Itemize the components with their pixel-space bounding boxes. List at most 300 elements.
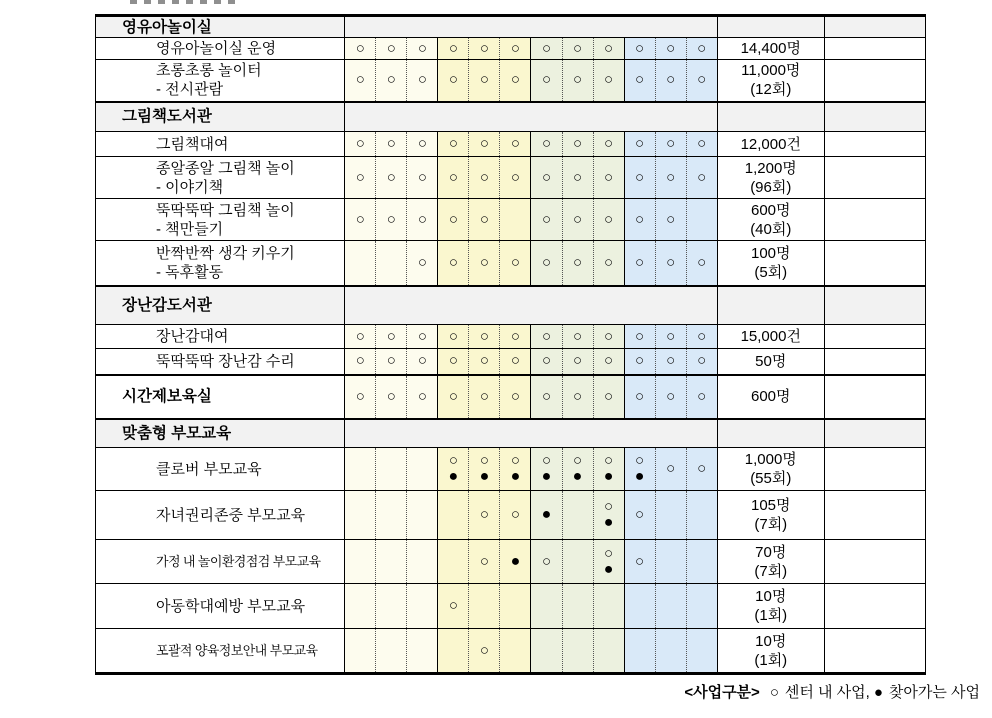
center-program-mark: ○ (635, 387, 645, 405)
center-program-mark: ○ (510, 135, 520, 152)
center-program-mark: ○ (604, 498, 614, 515)
notes-cell (824, 132, 925, 157)
center-program-mark: ○ (635, 168, 645, 186)
center-program-mark: ○ (697, 135, 707, 152)
center-program-mark: ○ (355, 387, 365, 405)
program-label-line: 영유아놀이실 (122, 18, 212, 36)
month-cell (376, 629, 407, 674)
month-cell (686, 199, 717, 241)
program-label (96, 241, 345, 286)
month-cell (469, 540, 500, 584)
program-label (96, 157, 345, 199)
target-total (717, 584, 824, 629)
table-row (96, 540, 926, 584)
notes-cell (824, 629, 925, 674)
month-cell (531, 325, 562, 349)
month-cell (655, 375, 686, 419)
month-cell (500, 60, 531, 102)
month-cell (655, 629, 686, 674)
month-cell (655, 325, 686, 349)
month-cell (438, 375, 469, 419)
center-program-mark: ○ (697, 327, 707, 345)
month-cell (655, 60, 686, 102)
program-label (96, 325, 345, 349)
center-program-mark: ○ (604, 39, 614, 57)
center-program-mark: ○ (510, 168, 520, 186)
month-cell (345, 241, 376, 286)
center-program-mark: ○ (635, 210, 645, 228)
month-cell (469, 60, 500, 102)
center-program-mark: ○ (479, 387, 489, 405)
center-program-mark: ○ (572, 327, 583, 345)
program-label (96, 199, 345, 241)
month-cell (562, 157, 593, 199)
month-cell (624, 584, 655, 629)
month-cell (593, 375, 624, 419)
center-program-mark: ○ (541, 387, 552, 405)
center-program-mark: ○ (479, 210, 489, 228)
table-row (96, 349, 926, 375)
month-cell (345, 325, 376, 349)
month-cell (593, 349, 624, 375)
month-cell (345, 38, 376, 60)
month-cell (376, 491, 407, 540)
month-cell (407, 38, 438, 60)
target-total-line: (40회) (750, 220, 792, 238)
section-header-row (96, 286, 926, 325)
month-cell (469, 132, 500, 157)
center-program-mark: ○ (604, 452, 614, 469)
center-program-mark: ○ (635, 135, 645, 152)
center-program-mark: ○ (572, 452, 583, 469)
program-label-line: 초롱초롱 놀이터 (156, 62, 262, 80)
program-label-line: 장난감도서관 (122, 296, 212, 314)
month-cell (407, 349, 438, 375)
outreach-program-mark: ● (541, 506, 552, 523)
month-cell (562, 629, 593, 674)
month-cell (562, 325, 593, 349)
month-cell (438, 349, 469, 375)
month-cell (469, 491, 500, 540)
center-program-mark: ○ (572, 39, 583, 57)
program-label (96, 540, 345, 584)
table-row (96, 491, 926, 540)
month-cell (655, 491, 686, 540)
month-cell (562, 491, 593, 540)
month-cell (531, 199, 562, 241)
center-program-mark: ○ (604, 71, 614, 89)
table-row (96, 241, 926, 286)
center-program-mark: ○ (604, 544, 614, 562)
section-header-row (96, 16, 926, 38)
center-program-mark: ○ (604, 327, 614, 345)
center-program-mark: ○ (604, 210, 614, 228)
month-cell (407, 584, 438, 629)
month-cell (686, 60, 717, 102)
program-label (96, 16, 345, 38)
program-label (96, 419, 345, 448)
month-cell (438, 60, 469, 102)
center-program-mark: ○ (386, 210, 396, 228)
center-program-mark: ○ (666, 135, 676, 152)
month-cell (686, 325, 717, 349)
legend-label-outreach: 찾아가는 사업 (888, 684, 980, 701)
table-row (96, 629, 926, 674)
month-cell (376, 448, 407, 491)
center-program-mark: ○ (479, 641, 489, 659)
target-total (717, 629, 824, 674)
center-program-mark: ○ (541, 210, 552, 228)
center-program-mark: ○ (448, 210, 458, 228)
month-cell (438, 540, 469, 584)
program-label (96, 349, 345, 375)
notes-cell (824, 419, 925, 448)
month-cell (624, 241, 655, 286)
program-label (96, 286, 345, 325)
target-total-line: (5회) (754, 263, 788, 281)
center-program-mark: ○ (448, 327, 458, 345)
month-cell (593, 491, 624, 540)
program-label-line: 영유아놀이실 운영 (156, 40, 277, 57)
target-total (717, 132, 824, 157)
target-total (717, 349, 824, 375)
target-total-line: 10명 (755, 588, 787, 605)
center-program-mark: ○ (510, 352, 520, 370)
month-cell (469, 584, 500, 629)
center-program-mark: ○ (541, 327, 552, 345)
center-program-mark: ○ (510, 327, 520, 345)
program-label-line: 맞춤형 부모교육 (122, 424, 232, 442)
month-cell (407, 629, 438, 674)
month-cell (407, 448, 438, 491)
month-cell (655, 448, 686, 491)
center-program-mark: ○ (666, 39, 676, 57)
table-row (96, 38, 926, 60)
outreach-program-mark: ● (603, 560, 614, 578)
target-total (717, 60, 824, 102)
month-cell (500, 199, 531, 241)
month-cell (593, 325, 624, 349)
notes-cell (824, 491, 925, 540)
legend-title: <사업구분> (684, 684, 760, 701)
target-total (717, 102, 824, 132)
month-cell (376, 132, 407, 157)
notes-cell (824, 157, 925, 199)
notes-cell (824, 199, 925, 241)
month-cell (624, 60, 655, 102)
month-cell (345, 629, 376, 674)
center-program-mark: ○ (635, 253, 645, 271)
center-program-mark: ○ (666, 387, 676, 405)
month-cell (655, 584, 686, 629)
target-total-line: (7회) (754, 516, 788, 533)
month-cell (376, 584, 407, 629)
month-cell (469, 325, 500, 349)
program-label (96, 629, 345, 674)
month-cell (624, 491, 655, 540)
month-cell (531, 540, 562, 584)
month-cell (345, 491, 376, 540)
month-cell (345, 349, 376, 375)
center-program-mark: ○ (666, 352, 676, 370)
center-program-mark: ○ (604, 135, 614, 152)
center-program-mark: ○ (386, 39, 396, 57)
center-program-mark: ○ (355, 135, 365, 152)
month-cell (376, 241, 407, 286)
month-cell (438, 448, 469, 491)
target-total (717, 286, 824, 325)
month-cell (407, 491, 438, 540)
month-cell (438, 241, 469, 286)
program-label-line: - 독후활동 (156, 263, 224, 281)
program-label (96, 60, 345, 102)
target-total (717, 325, 824, 349)
notes-cell (824, 540, 925, 584)
legend (684, 681, 980, 702)
program-label-line: - 이야기책 (156, 178, 224, 196)
month-cell (593, 157, 624, 199)
month-cell (593, 241, 624, 286)
month-cell (345, 157, 376, 199)
month-cell (438, 325, 469, 349)
target-total-line: (7회) (754, 562, 788, 580)
program-label-line: 반짝반짝 생각 키우기 (156, 244, 295, 262)
center-program-mark: ○ (541, 352, 552, 370)
table-row (96, 325, 926, 349)
month-cell (469, 241, 500, 286)
month-cell (593, 540, 624, 584)
month-cell (531, 491, 562, 540)
center-program-mark: ○ (635, 327, 645, 345)
month-cell (376, 157, 407, 199)
month-cell (593, 629, 624, 674)
section-header-row (96, 419, 926, 448)
month-cell (500, 349, 531, 375)
month-cell (500, 375, 531, 419)
center-program-mark: ○ (604, 387, 614, 405)
target-total-line: 10명 (755, 632, 787, 650)
center-program-icon: ○ (769, 684, 779, 701)
notes-cell (824, 286, 925, 325)
center-program-mark: ○ (635, 352, 645, 370)
target-total-line: 600명 (751, 388, 791, 405)
month-cell (562, 540, 593, 584)
month-cell (655, 132, 686, 157)
program-label-line: 종알종알 그림책 놀이 (156, 159, 295, 177)
center-program-mark: ○ (510, 39, 520, 57)
center-program-mark: ○ (510, 253, 520, 271)
target-total-line: (1회) (754, 607, 788, 624)
months-merged-cell (345, 16, 717, 38)
month-cell (655, 199, 686, 241)
center-program-mark: ○ (417, 39, 427, 57)
center-program-mark: ○ (479, 39, 489, 57)
program-label-line: 장난감대여 (156, 328, 229, 345)
month-cell (686, 584, 717, 629)
target-total (717, 199, 824, 241)
center-program-mark: ○ (635, 452, 645, 469)
month-cell (438, 132, 469, 157)
month-cell (407, 375, 438, 419)
month-cell (593, 132, 624, 157)
month-cell (345, 584, 376, 629)
table-row (96, 60, 926, 102)
notes-cell (824, 448, 925, 491)
month-cell (500, 540, 531, 584)
center-program-mark: ○ (572, 168, 583, 186)
center-program-mark: ○ (448, 597, 458, 614)
month-cell (562, 38, 593, 60)
target-total-line: 600명 (751, 201, 791, 219)
outreach-program-mark: ● (448, 468, 459, 485)
target-total-line: 1,000명 (744, 451, 797, 468)
month-cell (376, 199, 407, 241)
notes-cell (824, 241, 925, 286)
program-label-line: 그림책도서관 (122, 108, 212, 126)
target-total-line: (96회) (750, 178, 792, 196)
center-program-mark: ○ (697, 460, 707, 477)
program-label-line: 뚝딱뚝딱 장난감 수리 (156, 352, 295, 370)
center-program-mark: ○ (541, 71, 552, 89)
center-program-mark: ○ (355, 168, 365, 186)
center-program-mark: ○ (448, 387, 458, 405)
month-cell (407, 132, 438, 157)
month-cell (438, 157, 469, 199)
center-program-mark: ○ (448, 452, 458, 469)
month-cell (345, 60, 376, 102)
center-program-mark: ○ (697, 168, 707, 186)
target-total-line: 11,000명 (741, 62, 801, 80)
month-cell (469, 448, 500, 491)
month-cell (562, 584, 593, 629)
notes-cell (824, 325, 925, 349)
month-cell (531, 448, 562, 491)
month-cell (376, 375, 407, 419)
month-cell (500, 448, 531, 491)
center-program-mark: ○ (572, 210, 583, 228)
program-label-line: - 전시관람 (156, 81, 224, 99)
program-label-line: 아동학대예방 부모교육 (156, 597, 306, 615)
legend-label-center: 센터 내 사업, (784, 684, 870, 701)
program-label (96, 584, 345, 629)
center-program-mark: ○ (448, 71, 458, 89)
target-total (717, 38, 824, 60)
center-program-mark: ○ (604, 352, 614, 370)
month-cell (376, 60, 407, 102)
month-cell (345, 540, 376, 584)
month-cell (345, 132, 376, 157)
target-total-line: (12회) (750, 81, 792, 99)
months-merged-cell (345, 286, 717, 325)
month-cell (500, 38, 531, 60)
outreach-program-mark: ● (572, 468, 583, 485)
center-program-mark: ○ (479, 71, 489, 89)
target-total-line: (55회) (750, 470, 792, 487)
center-program-mark: ○ (479, 452, 489, 469)
target-total (717, 448, 824, 491)
center-program-mark: ○ (386, 352, 396, 370)
center-program-mark: ○ (448, 352, 458, 370)
table-row (96, 132, 926, 157)
program-label-line: 그림책대여 (156, 135, 229, 153)
notes-cell (824, 102, 925, 132)
month-cell (407, 325, 438, 349)
target-total-line: 50명 (755, 352, 787, 370)
month-cell (500, 241, 531, 286)
month-cell (376, 38, 407, 60)
month-cell (686, 349, 717, 375)
center-program-mark: ○ (417, 168, 427, 186)
month-cell (686, 132, 717, 157)
month-cell (624, 448, 655, 491)
month-cell (686, 448, 717, 491)
center-program-mark: ○ (417, 352, 427, 370)
center-program-mark: ○ (572, 352, 583, 370)
center-program-mark: ○ (479, 552, 489, 570)
month-cell (686, 241, 717, 286)
program-label (96, 38, 345, 60)
program-label-line: - 책만들기 (156, 220, 224, 238)
month-cell (345, 375, 376, 419)
center-program-mark: ○ (479, 506, 489, 523)
outreach-program-mark: ● (541, 468, 552, 485)
month-cell (469, 199, 500, 241)
center-program-mark: ○ (355, 71, 365, 89)
program-label-line: 시간제보육실 (122, 388, 212, 405)
section-header-row (96, 102, 926, 132)
month-cell (655, 38, 686, 60)
month-cell (531, 629, 562, 674)
center-program-mark: ○ (572, 253, 583, 271)
month-cell (624, 38, 655, 60)
center-program-mark: ○ (510, 387, 520, 405)
notes-cell (824, 38, 925, 60)
center-program-mark: ○ (386, 71, 396, 89)
table-row (96, 375, 926, 419)
month-cell (593, 199, 624, 241)
center-program-mark: ○ (386, 168, 396, 186)
cropped-text-remnant (130, 0, 240, 4)
target-total (717, 16, 824, 38)
table-row (96, 157, 926, 199)
month-cell (500, 132, 531, 157)
target-total-line: 100명 (751, 244, 791, 262)
month-cell (624, 157, 655, 199)
outreach-program-icon: ● (873, 684, 883, 701)
month-cell (655, 241, 686, 286)
center-program-mark: ○ (541, 39, 552, 57)
target-total-line: 1,200명 (744, 159, 797, 177)
table-row (96, 199, 926, 241)
center-program-mark: ○ (510, 452, 520, 469)
center-program-mark: ○ (541, 168, 552, 186)
month-cell (345, 199, 376, 241)
month-cell (500, 157, 531, 199)
month-cell (531, 584, 562, 629)
month-cell (469, 38, 500, 60)
target-total-line: 105명 (751, 497, 791, 514)
center-program-mark: ○ (448, 135, 458, 152)
month-cell (531, 241, 562, 286)
center-program-mark: ○ (666, 168, 676, 186)
outreach-program-mark: ● (510, 552, 521, 570)
center-program-mark: ○ (604, 168, 614, 186)
center-program-mark: ○ (355, 210, 365, 228)
program-label (96, 132, 345, 157)
center-program-mark: ○ (448, 168, 458, 186)
month-cell (562, 349, 593, 375)
target-total (717, 419, 824, 448)
